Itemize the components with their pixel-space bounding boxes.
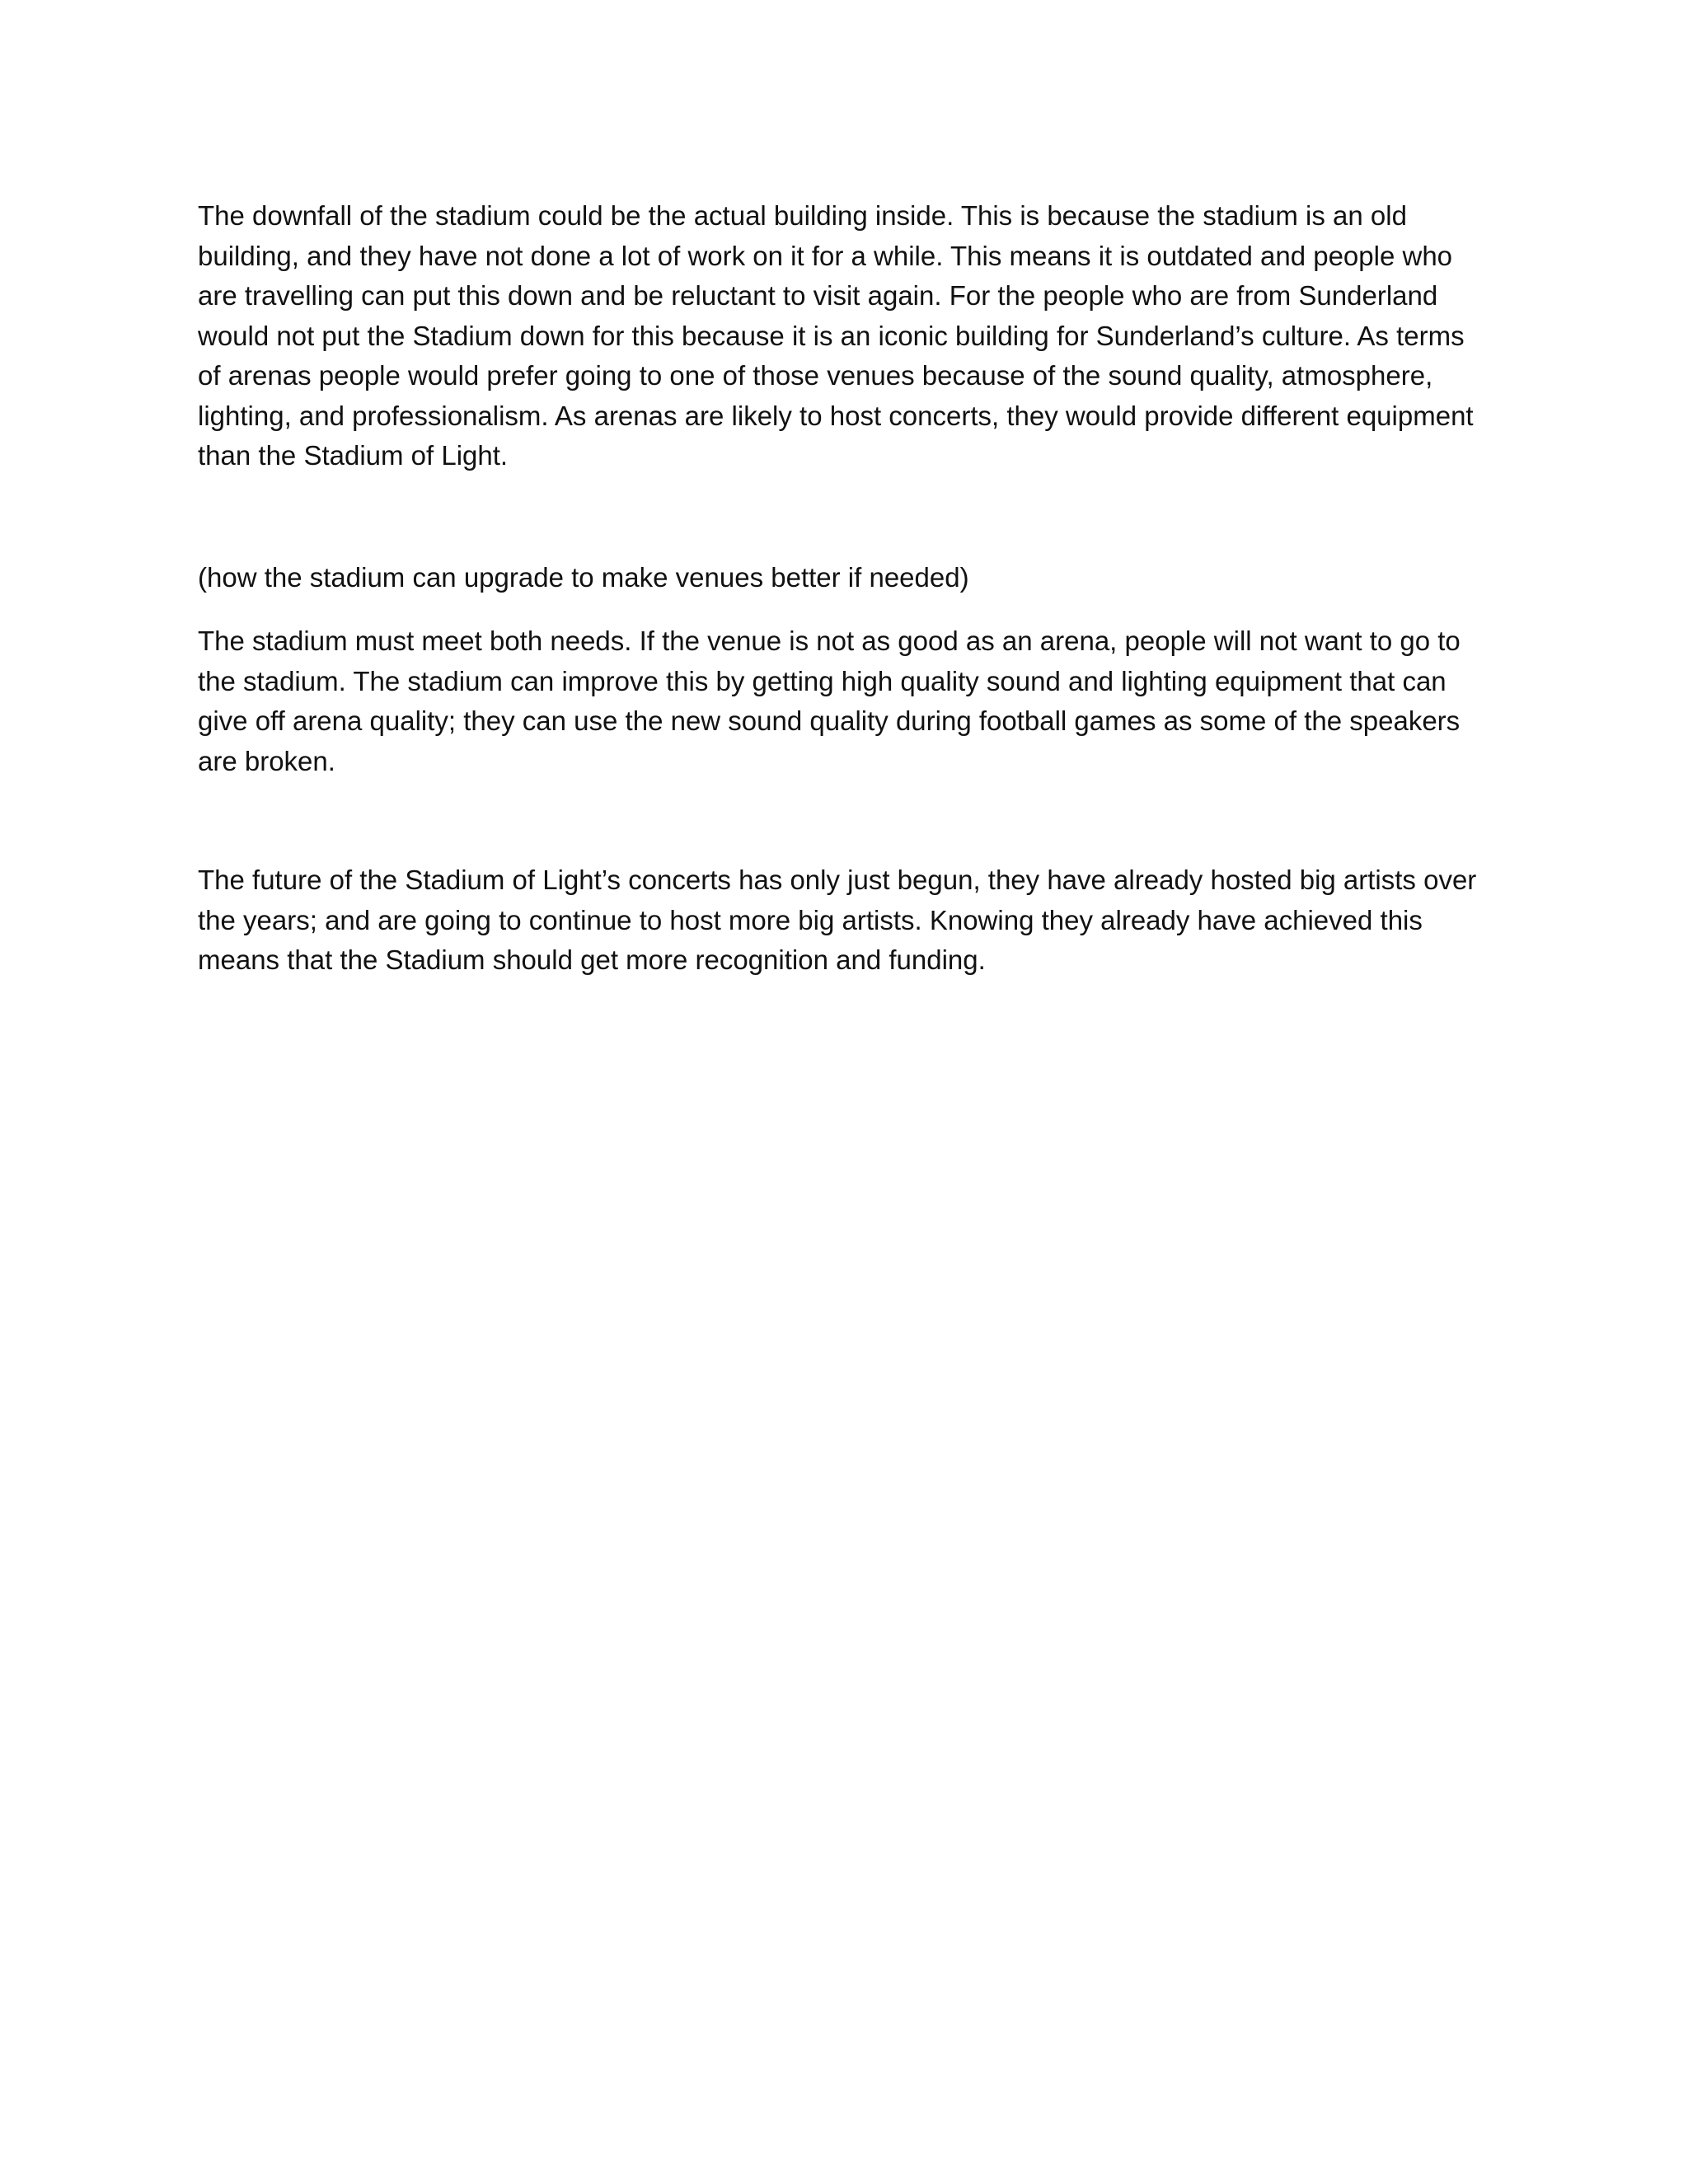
paragraph-upgrade-note: (how the stadium can upgrade to make venues better if needed) <box>198 562 969 593</box>
paragraph-stadium-needs: The stadium must meet both needs. If the venue is not as good as an arena, people will not want to go to the stadium. The stadium can improve this by getting high quality sound and lighting equipment that can give off arena quality; they can use the new sound quality during football games as some of the speakers are broken. <box>198 626 1461 776</box>
paragraph-stadium-downfall: The downfall of the stadium could be the actual building inside. This is because the stadium is an old building, and they have not done a lot of work on it for a while. This means it is outdated and people who are travelling can put this down and be reluctant to visit again. For the people who are from Sunderland would not put the Stadium down for this because it is an iconic building for Sunderland’s culture. As terms of arenas people would prefer going to one of those venues because of the sound quality, atmosphere, lighting, and professionalism. As arenas are likely to host concerts, they would provide different equipment than the Stadium of Light. <box>198 200 1474 471</box>
paragraph-stadium-future: The future of the Stadium of Light’s concerts has only just begun, they have already hosted big artists over the years; and are going to continue to host more big artists. Knowing they already have achieved this means that the Stadium should get more recognition and funding. <box>198 865 1477 975</box>
